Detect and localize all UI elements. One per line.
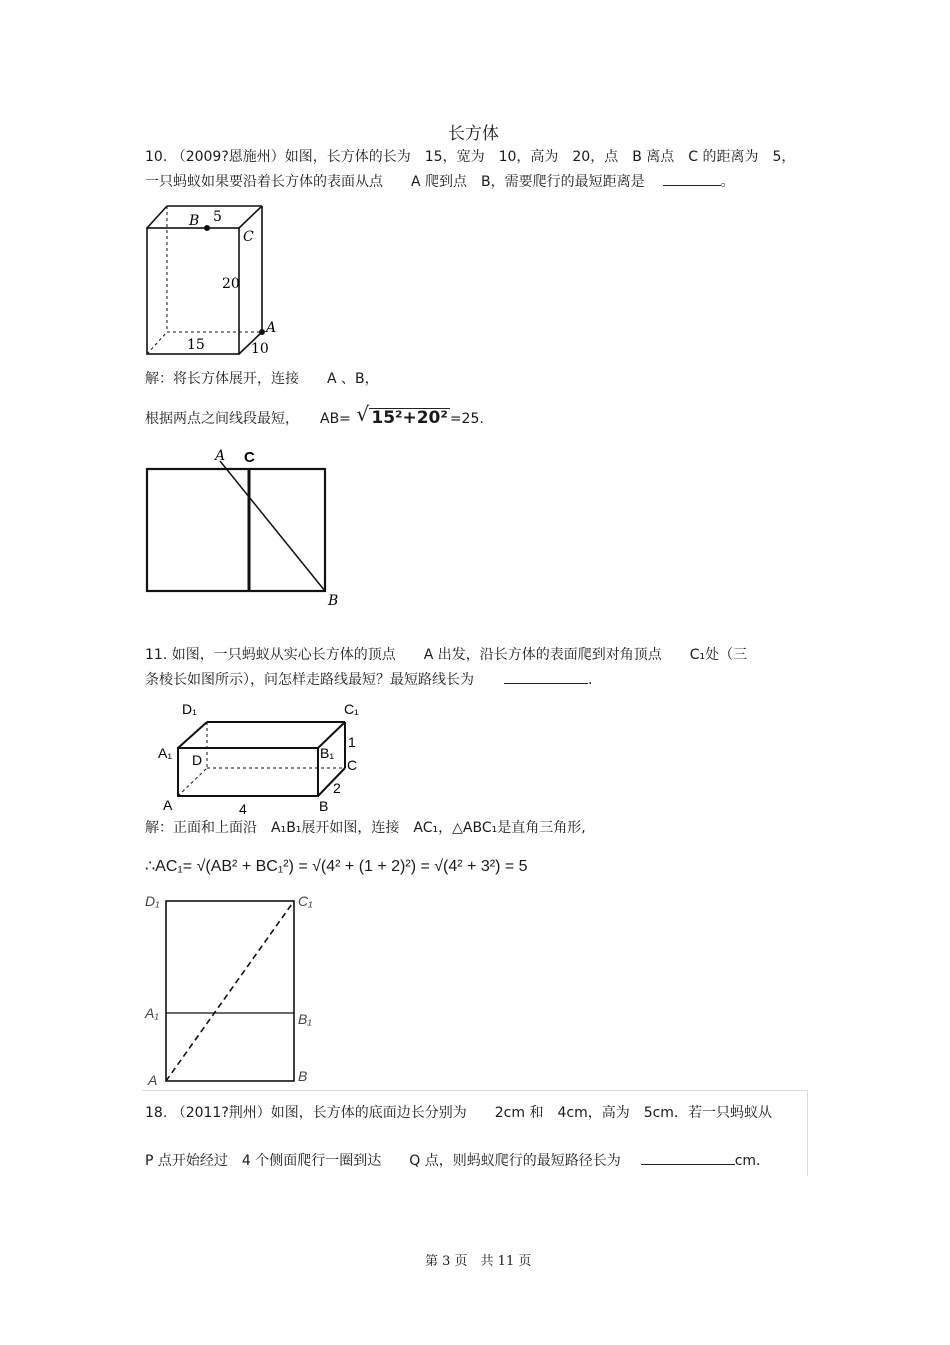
q11-line2 bbox=[145, 669, 592, 689]
label-15: 15 bbox=[187, 337, 205, 353]
q18-line2 bbox=[145, 1150, 770, 1170]
q10-line1: 10. （2009?恩施州）如图，长方体的长为 15，宽为 10，高为 20，点 B 离点 C 的距离为 5， bbox=[145, 149, 796, 165]
q11-net-figure bbox=[140, 888, 330, 1088]
label-1: 1 bbox=[348, 734, 356, 750]
net-label-c: C bbox=[244, 449, 255, 466]
q18-line1: 18. （2011?荆州）如图，长方体的底面边长分别为 2cm 和 4cm，高为 5cm．若一只蚂蚁从 bbox=[145, 1105, 772, 1121]
q10-net-figure bbox=[140, 445, 350, 610]
label-b: B bbox=[319, 798, 329, 814]
net-label-a1: A₁ bbox=[145, 1005, 159, 1021]
net-label-a: A bbox=[148, 1072, 158, 1088]
label-b1: B₁ bbox=[320, 745, 335, 761]
point-b-dot bbox=[204, 225, 210, 231]
answer-blank bbox=[504, 669, 588, 684]
label-a: A bbox=[266, 320, 277, 336]
label-a1: A₁ bbox=[158, 745, 173, 761]
q11-line2-text: 条棱长如图所示），问怎样走路线最短？最短路线长为 bbox=[145, 672, 474, 688]
label-c: C bbox=[243, 229, 254, 245]
q18-line2-text: P 点开始经过 4 个侧面爬行一圈到达 Q 点，则蚂蚁爬行的最短路径长为 bbox=[145, 1153, 621, 1169]
q10-result: =25. bbox=[449, 411, 484, 427]
label-d1: D₁ bbox=[182, 701, 197, 717]
net-label-b: B bbox=[298, 1068, 308, 1084]
sqrt-expression: √ 15²+20² bbox=[356, 402, 448, 428]
net-label-d1: D₁ bbox=[145, 893, 160, 909]
label-a: A bbox=[163, 797, 173, 813]
net-label-a: A bbox=[215, 448, 226, 464]
q10-solution-2-text: 根据两点之间线段最短， AB= bbox=[145, 411, 351, 427]
q10-cuboid-figure bbox=[140, 198, 290, 363]
q11-line1: 11. 如图，一只蚂蚁从实心长方体的顶点 A 出发，沿长方体的表面爬到对角顶点 C₁处（三 bbox=[145, 647, 748, 663]
q10-line2 bbox=[145, 171, 735, 191]
answer-blank bbox=[641, 1150, 735, 1165]
q10-solution-1: 解：将长方体展开，连接 A 、B， bbox=[145, 371, 379, 387]
label-2: 2 bbox=[333, 780, 341, 796]
q11-line2-end: . bbox=[588, 672, 593, 688]
label-c1: C₁ bbox=[344, 701, 359, 717]
label-4: 4 bbox=[239, 801, 247, 817]
point-a-dot bbox=[259, 329, 265, 335]
q10-line2-end: 。 bbox=[720, 174, 735, 190]
q11-solution-1: 解：正面和上面沿 A₁B₁展开如图，连接 AC₁，△ABC₁是直角三角形, bbox=[145, 820, 586, 836]
label-10: 10 bbox=[251, 341, 269, 357]
label-5: 5 bbox=[213, 209, 222, 225]
page-footer: 第 3 页 共 11 页 bbox=[425, 1254, 532, 1269]
label-d: D bbox=[192, 752, 203, 768]
q11-formula: ∴AC₁= √(AB² + BC₁²) = √(4² + (1 + 2)²) = √(4² + 3²) = 5 bbox=[145, 858, 528, 875]
label-b: B bbox=[189, 213, 200, 229]
q10-line2-text: 一只蚂蚁如果要沿着长方体的表面从点 A 爬到点 B，需要爬行的最短距离是 bbox=[145, 174, 645, 190]
net-label-b1: B₁ bbox=[298, 1011, 312, 1027]
page-title: 长方体 bbox=[448, 124, 499, 144]
label-c: C bbox=[347, 757, 358, 773]
label-20: 20 bbox=[222, 276, 240, 292]
q10-solution-2 bbox=[145, 402, 484, 428]
net-label-c1: C₁ bbox=[298, 893, 313, 909]
q18-line2-end: cm． bbox=[734, 1153, 771, 1169]
answer-blank bbox=[663, 171, 721, 186]
q11-cuboid-figure bbox=[150, 698, 380, 820]
net-label-b: B bbox=[328, 593, 339, 609]
